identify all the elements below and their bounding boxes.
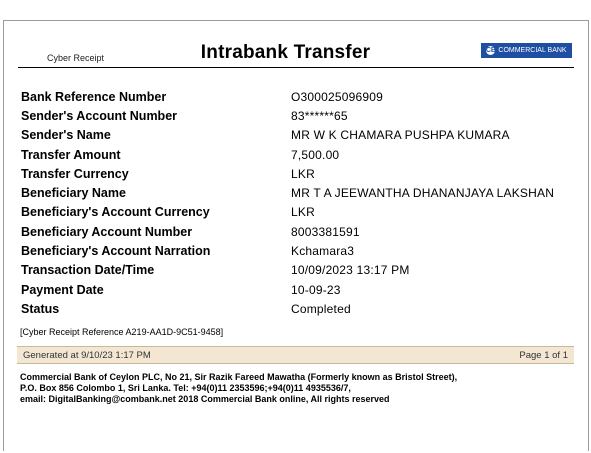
cyber-receipt-label: Cyber Receipt	[47, 53, 105, 63]
page-indicator: Page 1 of 1	[519, 349, 568, 361]
footer-address	[20, 372, 580, 405]
detail-value: LKR	[291, 166, 315, 181]
detail-value: LKR	[291, 205, 315, 220]
detail-row	[21, 164, 581, 183]
detail-label: Payment Date	[21, 282, 104, 297]
detail-value: 83******65	[291, 108, 348, 123]
detail-value: 8003381591	[291, 224, 360, 239]
bank-logo-text: COMMERCIAL BANK	[498, 47, 567, 54]
detail-label: Sender's Name	[21, 128, 111, 143]
detail-row	[21, 106, 581, 125]
detail-row	[21, 241, 581, 260]
detail-value: MR T A JEEWANTHA DHANANJAYA LAKSHAN	[291, 186, 555, 201]
detail-value: Completed	[291, 301, 351, 316]
detail-label: Status	[21, 301, 60, 316]
detail-row	[21, 183, 581, 202]
detail-row	[21, 87, 581, 106]
detail-row	[21, 126, 581, 145]
detail-value: O300025096909	[291, 89, 384, 104]
header-divider	[18, 67, 574, 68]
detail-label: Bank Reference Number	[21, 89, 167, 104]
detail-value: 10-09-23	[291, 282, 341, 297]
detail-label: Beneficiary Account Number	[21, 224, 193, 239]
detail-row	[21, 145, 581, 164]
detail-value: MR W K CHAMARA PUSHPA KUMARA	[291, 128, 510, 143]
detail-row	[21, 299, 581, 318]
detail-row	[21, 203, 581, 222]
detail-value: 10/09/2023 13:17 PM	[291, 263, 410, 278]
footer-line: email: DigitalBanking@combank.net 2018 Commercial Bank online, All rights reserved	[20, 394, 390, 404]
detail-label: Sender's Account Number	[21, 108, 178, 123]
receipt-reference: [Cyber Receipt Reference A219-AA1D-9C51-9458]	[20, 327, 224, 337]
detail-row	[21, 222, 581, 241]
footer-line: P.O. Box 856 Colombo 1, Sri Lanka. Tel: +94(0)11 2353596;+94(0)11 4935536/7,	[20, 383, 351, 393]
page-title: Intrabank Transfer	[200, 42, 371, 63]
detail-label: Beneficiary's Account Currency	[21, 205, 210, 220]
bank-logo	[481, 43, 572, 58]
detail-label: Transfer Currency	[21, 166, 129, 181]
detail-row	[21, 261, 581, 280]
detail-label: Transfer Amount	[21, 147, 121, 162]
detail-label: Beneficiary's Account Narration	[21, 244, 211, 259]
generated-bar	[17, 346, 574, 364]
detail-label: Transaction Date/Time	[21, 263, 155, 278]
details-list	[21, 87, 581, 319]
detail-value: Kchamara3	[291, 244, 355, 259]
bank-logo-icon: CB	[485, 47, 496, 54]
detail-row	[21, 280, 581, 299]
generated-timestamp: Generated at 9/10/23 1:17 PM	[23, 349, 151, 361]
detail-label: Beneficiary Name	[21, 186, 126, 201]
detail-value: 7,500.00	[291, 147, 340, 162]
footer-line: Commercial Bank of Ceylon PLC, No 21, Sir Razik Fareed Mawatha (Formerly known as Bristol Street),	[20, 372, 458, 382]
